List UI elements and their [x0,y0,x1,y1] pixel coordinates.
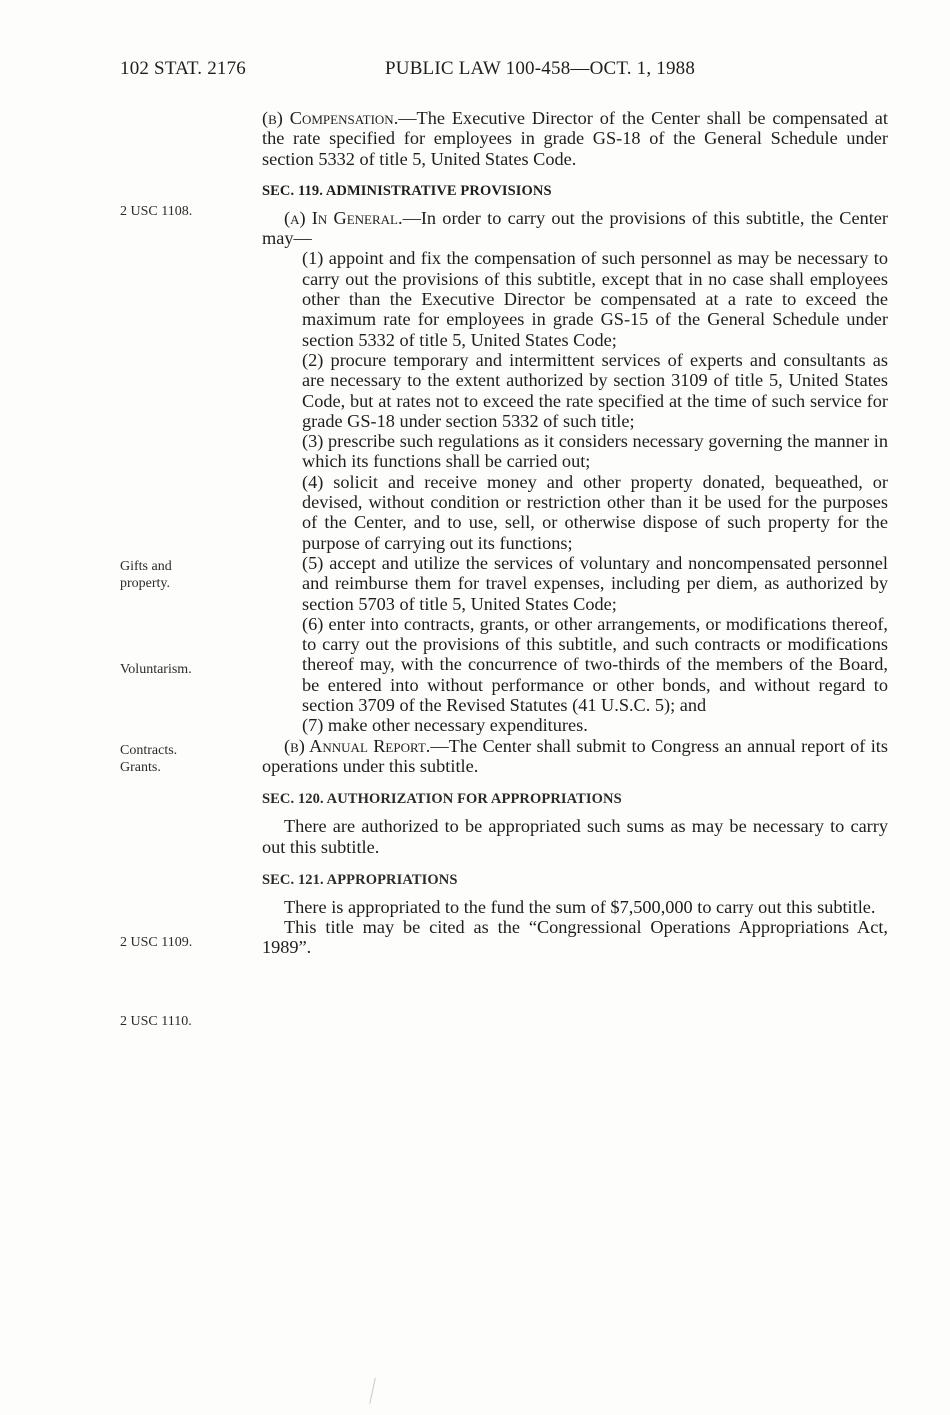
section-120-text: There are authorized to be appropriated such sums as may be necessary to carry out this subtitle. [262,816,888,857]
section-120-heading: SEC. 120. AUTHORIZATION FOR APPROPRIATIONS [262,791,622,808]
document-body [262,108,888,958]
compensation-heading: (b) Compensation. [262,108,399,128]
compensation-text: —The Executive Director of the Center shall be compensated at the rate specified for employees in grade GS-18 of the General Schedule under section 5332 of title 5, United States Code. [262,108,888,169]
provision-item-3: (3) prescribe such regulations as it considers necessary governing the manner in which its functions shall be carried out; [302,431,888,472]
annual-report-text: —The Center shall submit to Congress an annual report of its operations under this subtitle. [262,735,889,776]
short-title-citation: This title may be cited as the “Congressional Operations Appropriations Act, 1989”. [262,917,888,958]
margin-note-gifts-line2: property. [120,576,171,591]
section-121-text: There is appropriated to the fund the sum of $7,500,000 to carry out this subtitle. [284,896,876,917]
in-general-text: —In order to carry out the provisions of this subtitle, the Center may— [262,207,888,249]
margin-note-usc-1108: 2 USC 1108. [120,204,193,219]
scan-mark [369,1378,379,1404]
provision-item-4: (4) solicit and receive money and other property donated, bequeathed, or devised, without condition or restriction other than it be used for the purposes of the Center, and to use, sell, or otherwise dispose of such property for the purpose of carrying out its functions; [302,471,888,553]
section-119-heading: SEC. 119. ADMINISTRATIVE PROVISIONS [262,182,552,199]
margin-note-contracts [120,742,177,776]
annual-report-paragraph [262,736,888,777]
in-general-heading: (a) In General. [284,207,403,228]
annual-report-heading: (b) Annual Report. [284,735,431,756]
margin-note-gifts-line1: Gifts and [120,559,172,574]
margin-note-voluntarism: Voluntarism. [120,662,192,677]
section-121-heading: SEC. 121. APPROPRIATIONS [262,871,458,888]
provision-item-1: (1) appoint and fix the compensation of such personnel as may be necessary to carry out the provisions of this subtitle, except that in no case shall employees other than the Executive Director be compensated at a rate to exceed the maximum rate for employees in grade GS-15 of the General Schedule under section 5332 of title 5, United States Code; [302,248,888,350]
provision-item-7: (7) make other necessary expenditures. [302,715,588,736]
provision-item-5: (5) accept and utilize the services of voluntary and noncompensated personnel and reimburse them for travel expenses, including per diem, as authorized by section 5703 of title 5, United States Code; [302,552,888,614]
stat-page-number: 102 STAT. 2176 [120,58,247,79]
margin-note-usc-1110: 2 USC 1110. [120,1014,192,1029]
margin-note-gifts [120,558,172,592]
public-law-title: PUBLIC LAW 100-458—OCT. 1, 1988 [385,58,696,79]
provision-item-6: (6) enter into contracts, grants, or other arrangements, or modifications thereof, to carry out the provisions of this subtitle, and such contracts or modifications thereof may, with the concurrence of two-thirds of the members of the Board, be entered into without performance or other bonds, and without regard to section 3709 of the Revised Statutes (41 U.S.C. 5); and [302,613,888,716]
margin-note-contracts-line2: Grants. [120,760,161,775]
page-header [120,58,900,88]
in-general-paragraph [262,208,888,249]
margin-note-contracts-line1: Contracts. [120,743,178,758]
margin-note-usc-1109: 2 USC 1109. [120,935,193,950]
compensation-paragraph [262,108,888,169]
provision-item-2: (2) procure temporary and intermittent services of experts and consultants as are necessary to the extent authorized by section 3109 of title 5, United States Code, but at rates not to exceed the rate specified at the time of such service for grade GS-18 under section 5332 of such title; [302,349,888,431]
